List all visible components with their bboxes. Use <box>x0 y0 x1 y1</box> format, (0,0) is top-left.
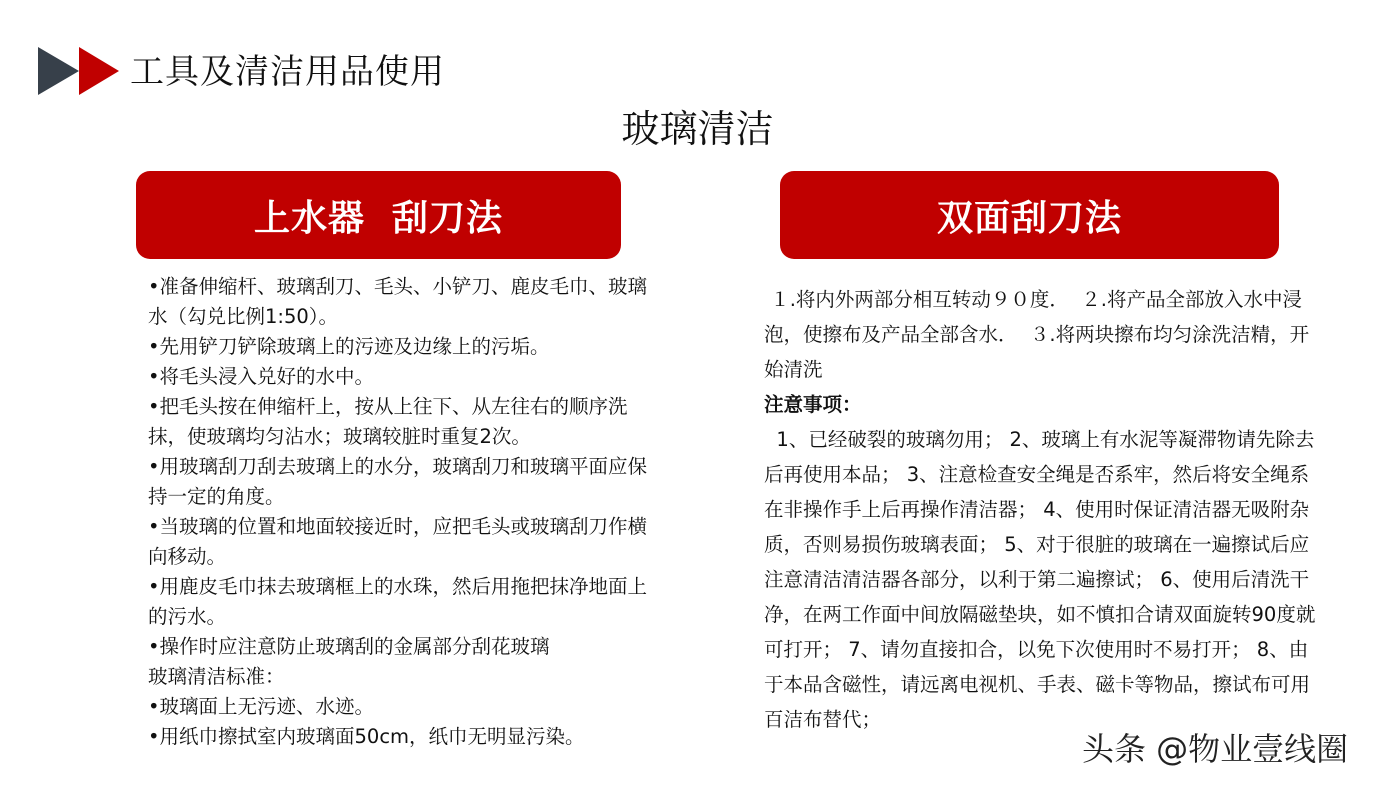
section-header <box>38 46 122 96</box>
instruction-line: •操作时应注意防止玻璃刮的金属部分刮花玻璃 <box>148 635 550 658</box>
page-title: 玻璃清洁 <box>621 107 774 151</box>
double-sided-method-instructions <box>764 282 1324 737</box>
instruction-line: •用鹿皮毛巾抹去玻璃框上的水珠，然后用拖把抹净地面上的污水。 <box>148 575 648 628</box>
dark-arrow-icon <box>38 47 79 95</box>
instruction-line: •准备伸缩杆、玻璃刮刀、毛头、小铲刀、鹿皮毛巾、玻璃水（勾兑比例1:50）。 <box>148 275 648 328</box>
double-arrow-icon <box>38 47 122 95</box>
watermark: 头条 @物业壹线圈 <box>1082 730 1349 768</box>
standard-heading: 玻璃清洁标准： <box>148 665 285 688</box>
usage-steps: １.将内外两部分相互转动９０度． ２.将产品全部放入水中浸泡，使擦布及产品全部含水． ３.将两块擦布均匀涂洗洁精，开始清洗 <box>764 288 1310 381</box>
instruction-line: •将毛头浸入兑好的水中。 <box>148 365 375 388</box>
notice-heading: 注意事项： <box>764 393 862 416</box>
scraper-method-banner: 上水器 刮刀法 <box>136 171 621 259</box>
section-title: 工具及清洁用品使用 <box>130 52 445 92</box>
instruction-line: •当玻璃的位置和地面较接近时，应把毛头或玻璃刮刀作横向移动。 <box>148 515 648 568</box>
red-arrow-icon <box>79 47 119 95</box>
notice-text: 1、已经破裂的玻璃勿用； 2、玻璃上有水泥等凝滞物请先除去后再使用本品； 3、注意检查安全绳是否系牢，然后将安全绳系在非操作手上后再操作清洁器； 4、使用时保证清洁器无吸附杂质，否则易损伤玻璃表面； 5、对于很脏的玻璃在一遍擦试后应注意清洁清洁器各部分，以利于第二遍擦试； 6、使用后清洗干净，在两工作面中间放隔磁垫块，如不慎扣合请双面旋转90度就可打开； 7、请勿直接扣合，以免下次使用时不易打开； 8、由于本品含磁性，请远离电视机、手表、磁卡等物品，擦试布可用百洁布替代； <box>764 428 1316 731</box>
scraper-method-instructions <box>148 272 658 752</box>
standard-line: •用纸巾擦拭室内玻璃面50cm，纸巾无明显污染。 <box>148 725 585 748</box>
instruction-line: •用玻璃刮刀刮去玻璃上的水分，玻璃刮刀和玻璃平面应保持一定的角度。 <box>148 455 648 508</box>
double-sided-method-banner: 双面刮刀法 <box>780 171 1279 259</box>
instruction-line: •先用铲刀铲除玻璃上的污迹及边缘上的污垢。 <box>148 335 550 358</box>
standard-line: •玻璃面上无污迹、水迹。 <box>148 695 375 718</box>
instruction-line: •把毛头按在伸缩杆上，按从上往下、从左往右的顺序洗抹，使玻璃均匀沾水；玻璃较脏时重复2次。 <box>148 395 628 448</box>
